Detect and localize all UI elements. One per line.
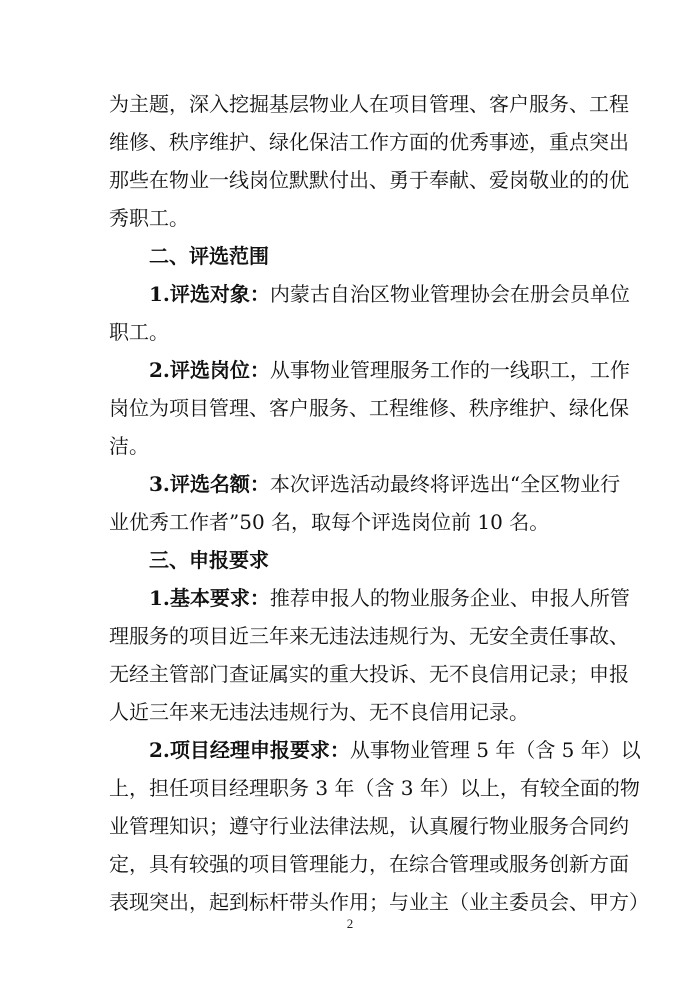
scope-item-quota-cont: 业优秀工作者”50 名，取每个评选岗位前 10 名。 <box>109 510 550 534</box>
item-text: 本次评选活动最终将评选出“全区物业行 <box>269 472 621 496</box>
requirement-item-manager-cont: 上，担任项目经理职务 3 年（含 3 年）以上，有较全面的物 <box>109 776 640 800</box>
intro-paragraph-line: 为主题，深入挖掘基层物业人在项目管理、客户服务、工程 <box>109 92 629 116</box>
item-text: 从事物业管理服务工作的一线职工，工作 <box>269 358 630 382</box>
item-label: 1.评选对象： <box>149 282 270 306</box>
intro-paragraph-line: 秀职工。 <box>109 206 189 230</box>
page-number: 2 <box>346 916 354 931</box>
requirement-item-manager-cont: 表现突出，起到标杆带头作用；与业主（业主委员会、甲方） <box>109 890 649 914</box>
requirement-item-basic-cont: 人近三年来无违法违规行为、无不良信用记录。 <box>109 700 529 724</box>
requirement-item-basic-cont: 理服务的项目近三年来无违法违规行为、无安全责任事故、 <box>109 624 629 648</box>
scope-item-positions-cont: 洁。 <box>109 434 149 458</box>
item-label: 3.评选名额： <box>149 472 270 496</box>
scope-item-targets <box>149 279 630 309</box>
section-heading-requirements: 三、申报要求 <box>149 548 269 572</box>
item-text: 从事物业管理 5 年（含 5 年）以 <box>349 738 641 762</box>
requirement-item-manager <box>149 735 641 765</box>
scope-item-positions <box>149 355 630 385</box>
section-heading-scope: 二、评选范围 <box>149 244 269 268</box>
intro-paragraph-line: 维修、秩序维护、绿化保洁工作方面的优秀事迹，重点突出 <box>109 130 629 154</box>
item-text: 推荐申报人的物业服务企业、申报人所管 <box>269 586 630 610</box>
item-label: 2.评选岗位： <box>149 358 270 382</box>
scope-item-positions-cont: 岗位为项目管理、客户服务、工程维修、秩序维护、绿化保 <box>109 396 629 420</box>
item-text: 内蒙古自治区物业管理协会在册会员单位 <box>269 282 630 306</box>
scope-item-targets-cont: 职工。 <box>109 320 169 344</box>
item-label: 1.基本要求： <box>149 586 270 610</box>
requirement-item-basic <box>149 583 630 613</box>
requirement-item-manager-cont: 定，具有较强的项目管理能力，在综合管理或服务创新方面 <box>109 852 629 876</box>
requirement-item-basic-cont: 无经主管部门查证属实的重大投诉、无不良信用记录；申报 <box>109 662 629 686</box>
requirement-item-manager-cont: 业管理知识；遵守行业法律法规，认真履行物业服务合同约 <box>109 814 629 838</box>
item-label: 2.项目经理申报要求： <box>149 738 350 762</box>
scope-item-quota <box>149 469 621 499</box>
intro-paragraph-line: 那些在物业一线岗位默默付出、勇于奉献、爱岗敬业的的优 <box>109 168 629 192</box>
